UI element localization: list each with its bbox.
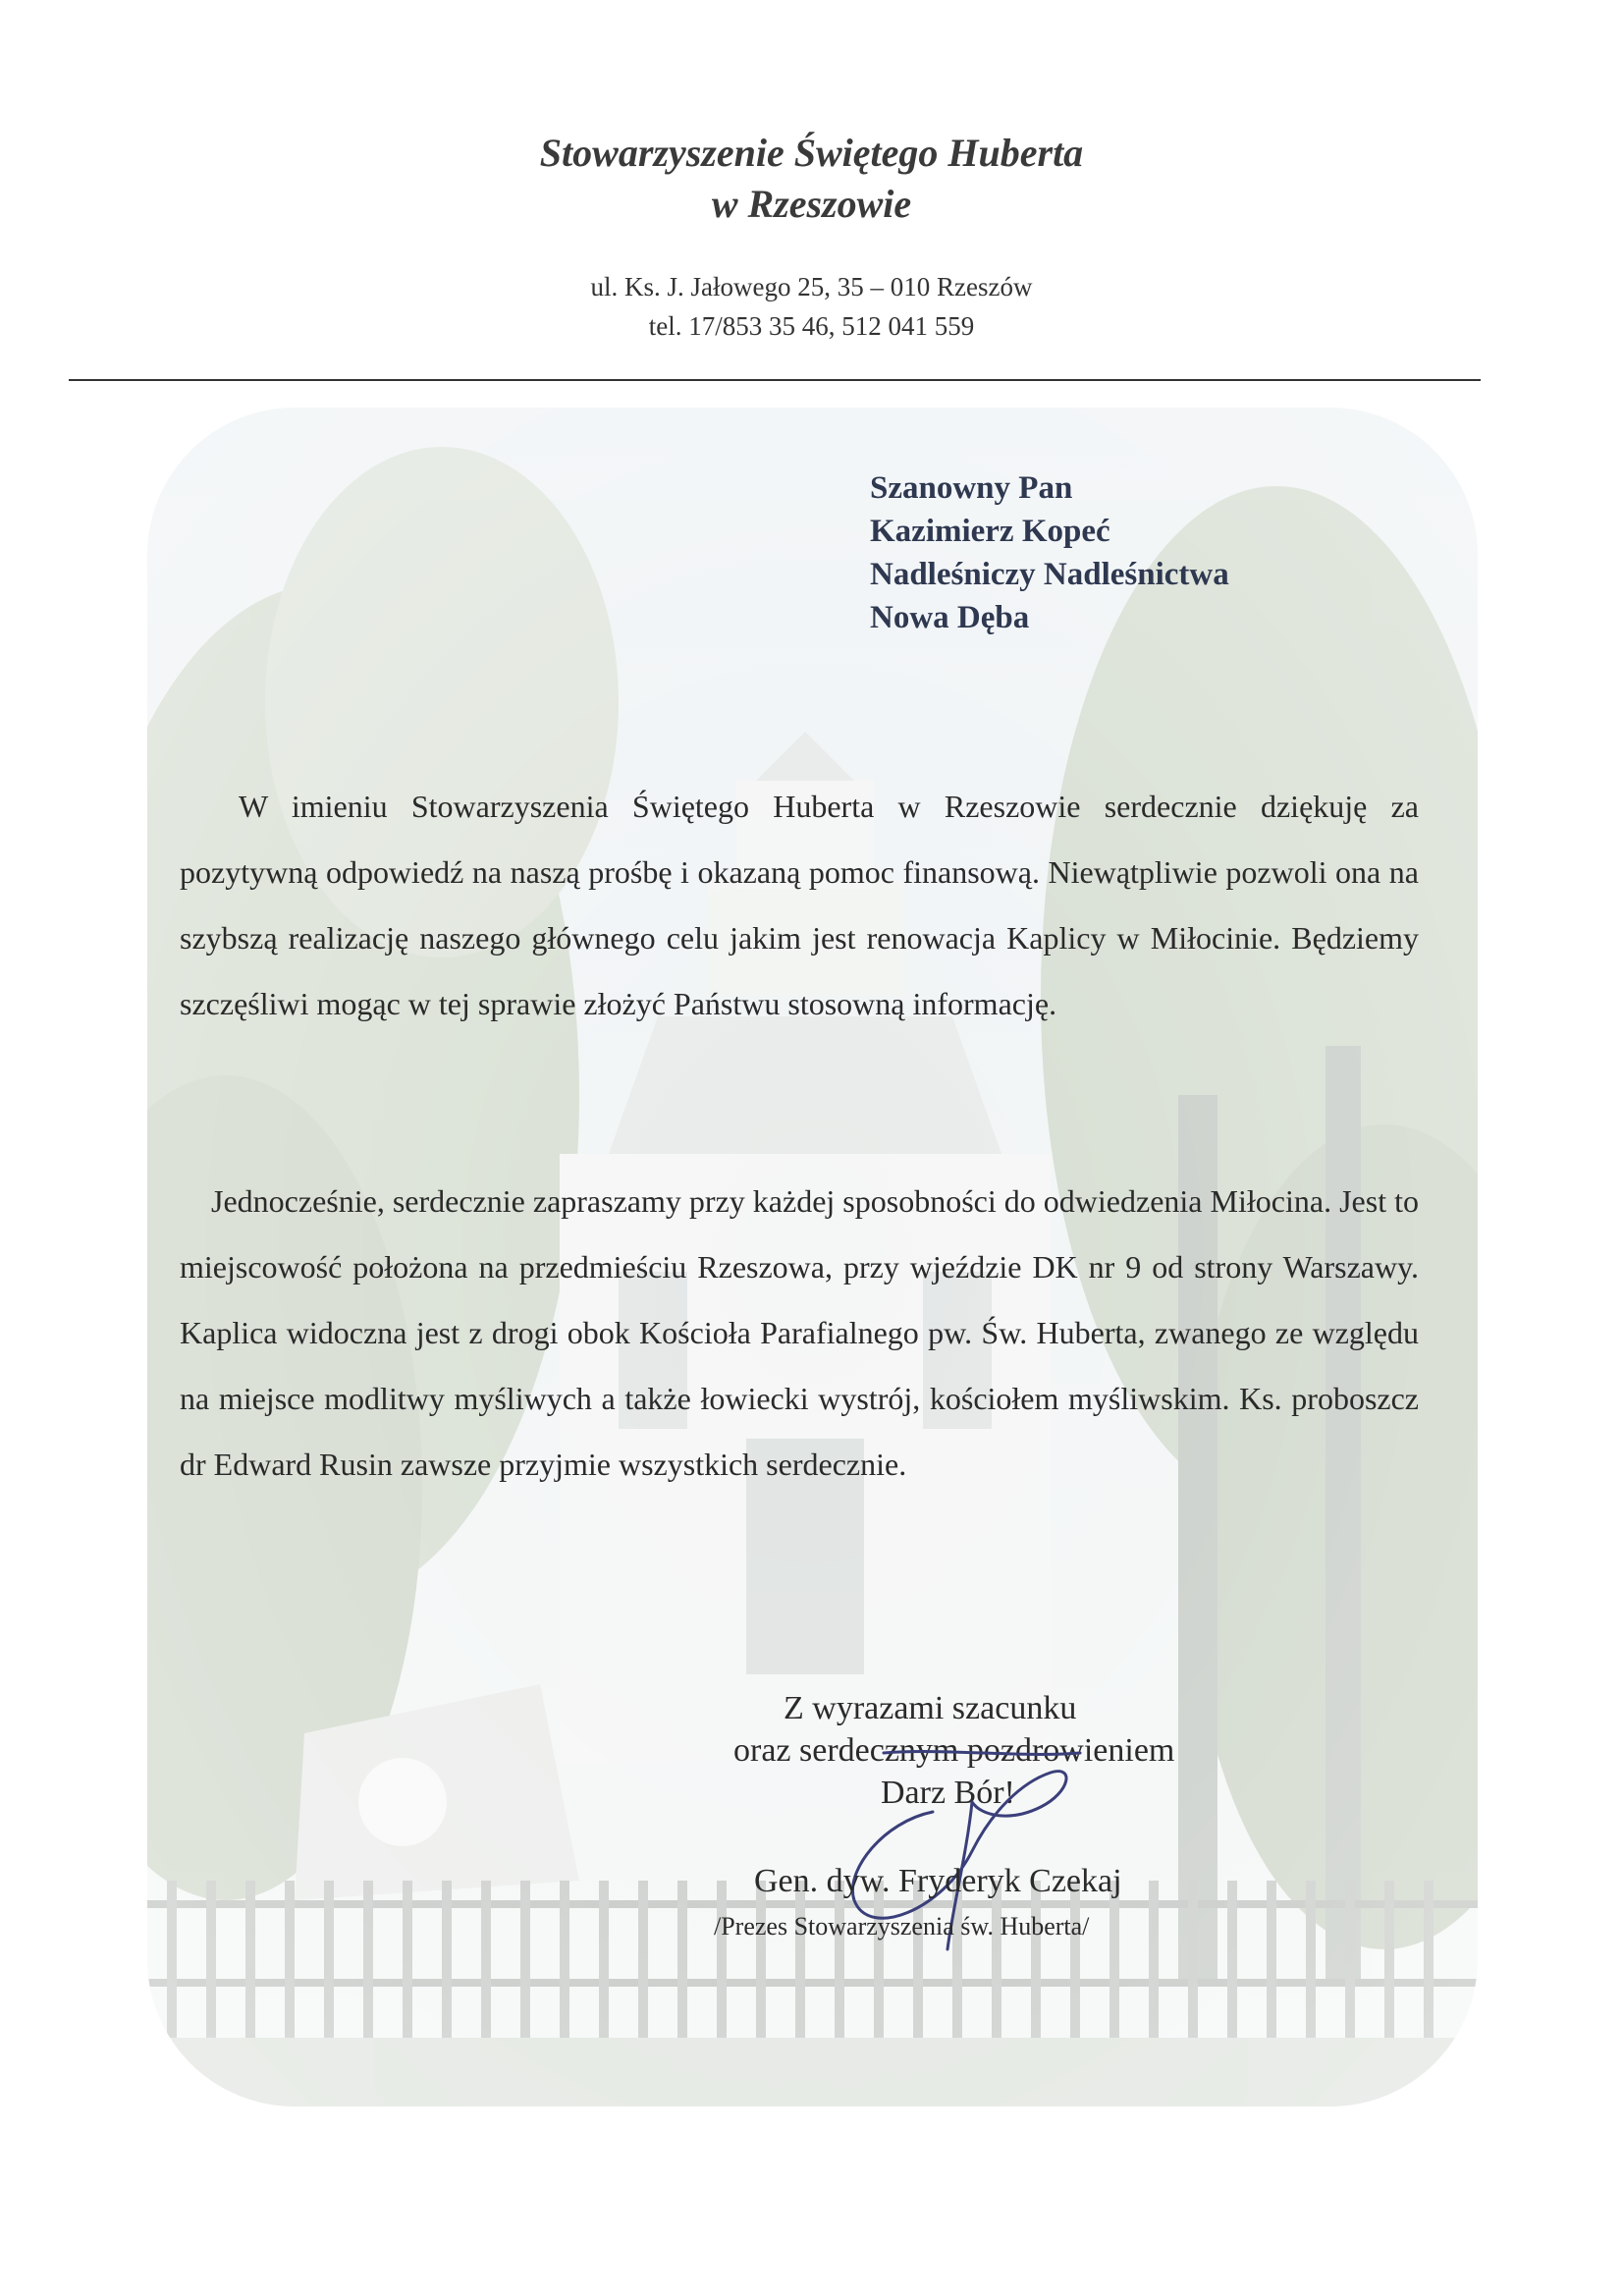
closing-line-2: oraz serdecznym pozdrowieniem (733, 1732, 1175, 1769)
signatory-title: /Prezes Stowarzyszenia św. Huberta/ (714, 1912, 1090, 1941)
body-paragraph-2: Jednocześnie, serdecznie zapraszamy przy każdej sposobności do odwiedzenia Miłocina. Jest to miejscowość położona na przedmieściu Rzeszowa, przy wjeździe DK nr 9 od strony Warszawy. Kaplica widoczna jest z drogi obok Kościoła Parafialnego pw. Św. Huberta, zwanego ze względu na miejsce modlitwy myśliwych a także łowiecki wystrój, kościołem myśliwskim. Ks. proboszcz dr Edward Rusin zawsze przyjmie wszystkich serdecznie. (180, 1183, 1419, 1482)
organization-name (0, 128, 1623, 230)
closing-line-1: Z wyrazami szacunku (784, 1690, 1077, 1726)
organization-name-line1: Stowarzyszenie Świętego Huberta (539, 131, 1084, 175)
organization-contact (0, 267, 1623, 346)
header-divider (69, 379, 1481, 381)
closing-line-3: Darz Bór! (881, 1775, 1015, 1811)
phone-line: tel. 17/853 35 46, 512 041 559 (648, 311, 975, 341)
signatory-name: Gen. dyw. Fryderyk Czekaj (754, 1863, 1122, 1899)
organization-name-line2: w Rzeszowie (711, 182, 912, 226)
recipient-salutation: Szanowny Pan (870, 470, 1073, 506)
body-paragraph-1: W imieniu Stowarzyszenia Świętego Huberta w Rzeszowie serdecznie dziękuję za pozytywną odpowiedź na naszą prośbę i okazaną pomoc finansową. Niewątpliwie pozwoli ona na szybszą realizację naszego głównego celu jakim jest renowacja Kaplicy w Miłocinie. Będziemy szczęśliwi mogąc w tej sprawie złożyć Państwu stosowną informację. (180, 789, 1419, 1021)
recipient-name: Kazimierz Kopeć (870, 514, 1110, 549)
recipient-organization: Nowa Dęba (870, 600, 1030, 635)
recipient-position: Nadleśniczy Nadleśnictwa (870, 557, 1229, 592)
recipient-block (870, 466, 1229, 639)
address-line: ul. Ks. J. Jałowego 25, 35 – 010 Rzeszów (590, 272, 1033, 301)
